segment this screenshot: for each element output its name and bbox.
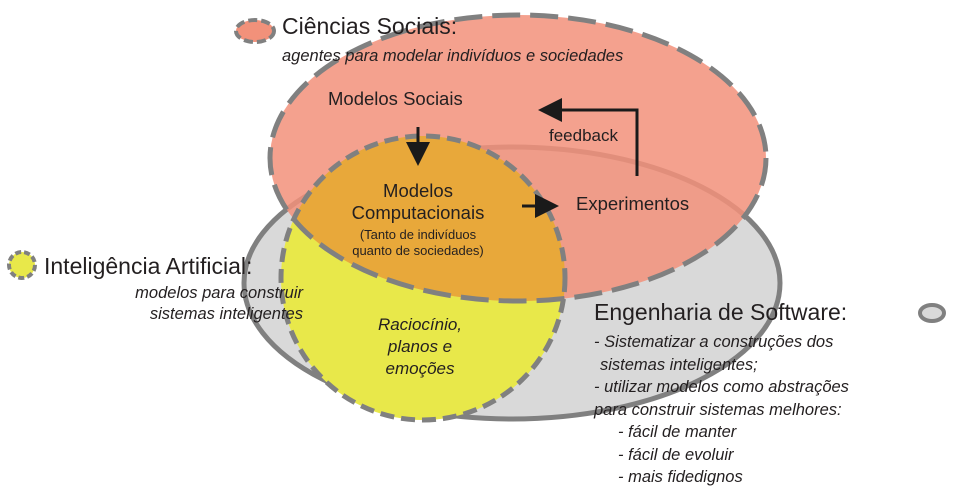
- ai-subtitle: [135, 283, 303, 325]
- software-line: - fácil de manter: [618, 423, 737, 441]
- software-legend-marker: [920, 305, 944, 321]
- software-line: - mais fidedignos: [618, 468, 743, 486]
- ai-legend-marker: [9, 252, 35, 278]
- software-line: - fácil de evoluir: [618, 445, 734, 464]
- computational-models-node: [298, 180, 538, 259]
- software-engineering-description: [594, 331, 849, 489]
- social-sciences-title: Ciências Sociais:: [282, 13, 458, 39]
- reasoning-line: Raciocínio,: [377, 315, 463, 334]
- feedback-label: feedback: [549, 126, 618, 145]
- computational-models-note: quanto de sociedades): [352, 243, 484, 258]
- experiments-label: Experimentos: [576, 193, 690, 214]
- software-line: sistemas inteligentes;: [600, 355, 758, 374]
- social-models-label: Modelos Sociais: [328, 88, 463, 109]
- computational-models-note: (Tanto de indivíduos: [359, 227, 477, 242]
- reasoning-label: [340, 314, 500, 380]
- software-line: - Sistematizar a construções dos: [594, 333, 834, 351]
- software-line: - utilizar modelos como abstrações: [594, 378, 849, 396]
- computational-models-line: Computacionais: [351, 202, 485, 223]
- ai-subtitle-line: modelos para construir: [135, 284, 303, 302]
- social-sciences-subtitle: agentes para modelar indivíduos e sociedades: [282, 47, 624, 65]
- software-engineering-title: Engenharia de Software:: [594, 299, 848, 325]
- reasoning-line: emoções: [385, 359, 455, 378]
- reasoning-line: planos e: [387, 337, 453, 356]
- computational-models-line: Modelos: [383, 180, 453, 201]
- social-legend-marker: [236, 20, 274, 42]
- software-line: para construir sistemas melhores:: [594, 400, 842, 419]
- ai-subtitle-line: sistemas inteligentes: [149, 305, 303, 323]
- ai-title: Inteligência Artificial:: [44, 253, 253, 279]
